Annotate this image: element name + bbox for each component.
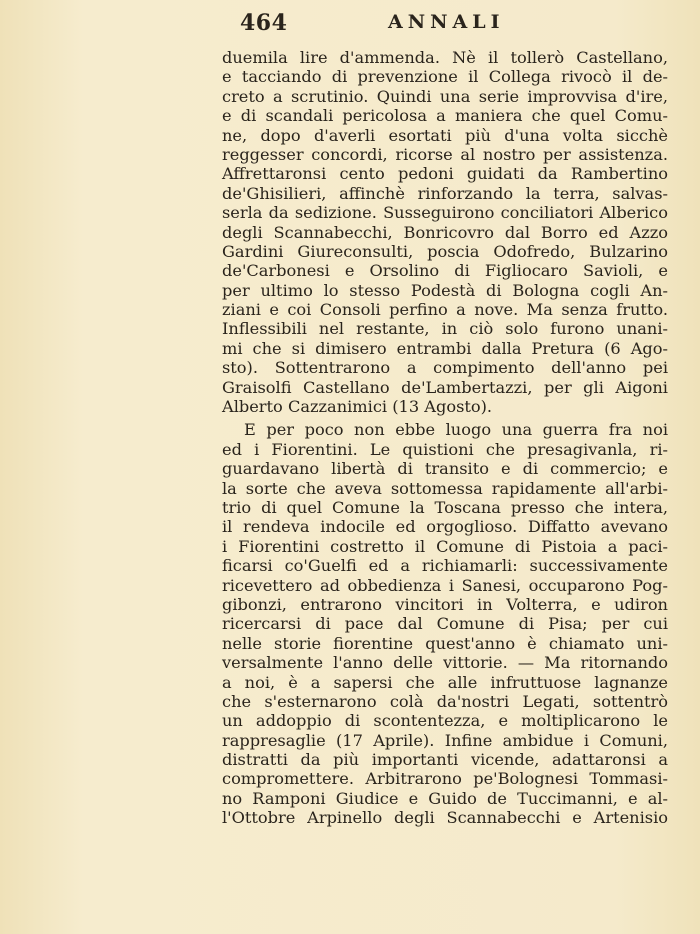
text-line: creto a scrutinio. Quindi una serie improvvisa d'ire, xyxy=(222,86,668,106)
page-number: 464 xyxy=(240,10,288,36)
text-line: Inflessibili nel restante, in ciò solo furono unani- xyxy=(222,319,668,339)
body-text xyxy=(222,48,668,828)
page-header xyxy=(222,10,668,40)
text-line: ziani e coi Consoli perfino a nove. Ma senza frutto. xyxy=(222,300,668,320)
text-line: rappresaglie (17 Aprile). Infine ambidue i Comuni, xyxy=(222,730,668,750)
text-line: il rendeva indocile ed orgoglioso. Diffatto avevano xyxy=(222,517,668,537)
text-line: Affrettaronsi cento pedoni guidati da Rambertino xyxy=(222,164,668,184)
text-line: duemila lire d'ammenda. Nè il tollerò Castellano, xyxy=(222,48,668,67)
text-line: nelle storie fiorentine quest'anno è chiamato uni- xyxy=(222,633,668,653)
text-line: mi che si dimisero entrambi dalla Pretura (6 Ago- xyxy=(222,338,668,358)
text-line: e tacciando di prevenzione il Collega rivocò il de- xyxy=(222,67,668,87)
text-line: Graisolfi Castellano de'Lambertazzi, per gli Aigoni xyxy=(222,377,668,397)
text-line: distratti da più importanti vicende, adattaronsi a xyxy=(222,750,668,770)
text-line: ricevettero ad obbedienza i Sanesi, occuparono Pog- xyxy=(222,575,668,595)
text-line: reggesser concordi, ricorse al nostro per assistenza. xyxy=(222,144,668,164)
text-line: versalmente l'anno delle vittorie. — Ma ritornando xyxy=(222,653,668,673)
text-line: de'Carbonesi e Orsolino di Figliocaro Savioli, e xyxy=(222,261,668,281)
text-line: che s'esternarono colà da'nostri Legati, sottentrò xyxy=(222,691,668,711)
text-line: e di scandali pericolosa a maniera che quel Comu- xyxy=(222,106,668,126)
text-line: no Ramponi Giudice e Guido de Tuccimanni, e al- xyxy=(222,788,668,808)
text-line: guardavano libertà di transito e di commercio; e xyxy=(222,459,668,479)
text-line: E per poco non ebbe luogo una guerra fra noi xyxy=(244,420,668,440)
paragraph xyxy=(222,420,668,827)
text-line: gibonzi, entrarono vincitori in Volterra, e udiron xyxy=(222,594,668,614)
text-line: trio di quel Comune la Toscana presso che intera, xyxy=(222,497,668,517)
text-line: Gardini Giureconsulti, poscia Odofredo, Bulzarino xyxy=(222,241,668,261)
text-line: ed i Fiorentini. Le quistioni che presagivanla, ri- xyxy=(222,439,668,459)
text-line: ricercarsi di pace dal Comune di Pisa; per cui xyxy=(222,614,668,634)
text-line: i Fiorentini costretto il Comune di Pistoia a paci- xyxy=(222,536,668,556)
text-line: compromettere. Arbitrarono pe'Bolognesi Tommasi- xyxy=(222,769,668,789)
text-line: de'Ghisilieri, affinchè rinforzando la terra, salvas- xyxy=(222,183,668,203)
text-line: serla da sedizione. Susseguirono conciliatori Alberico xyxy=(222,203,668,223)
text-line: la sorte che aveva sottomessa rapidamente all'arbi- xyxy=(222,478,668,498)
text-line: un addoppio di scontentezza, e moltiplicarono le xyxy=(222,711,668,731)
text-line: per ultimo lo stesso Podestà di Bologna cogli An- xyxy=(222,280,668,300)
text-line: a noi, è a sapersi che alle infruttuose lagnanze xyxy=(222,672,668,692)
text-line: Alberto Cazzanimici (13 Agosto). xyxy=(222,397,493,417)
text-line: ficarsi co'Guelfi ed a richiamarli: successivamente xyxy=(222,556,668,576)
text-line: l'Ottobre Arpinello degli Scannabecchi e Artenisio xyxy=(222,808,668,828)
text-line: ne, dopo d'averli esortati più d'una volta sicchè xyxy=(222,125,668,145)
text-line: sto). Sottentrarono a compimento dell'anno pei xyxy=(222,358,668,378)
paragraph xyxy=(222,48,668,416)
running-title: ANNALI xyxy=(388,11,505,33)
text-line: degli Scannabecchi, Bonricovro dal Borro ed Azzo xyxy=(222,222,668,242)
